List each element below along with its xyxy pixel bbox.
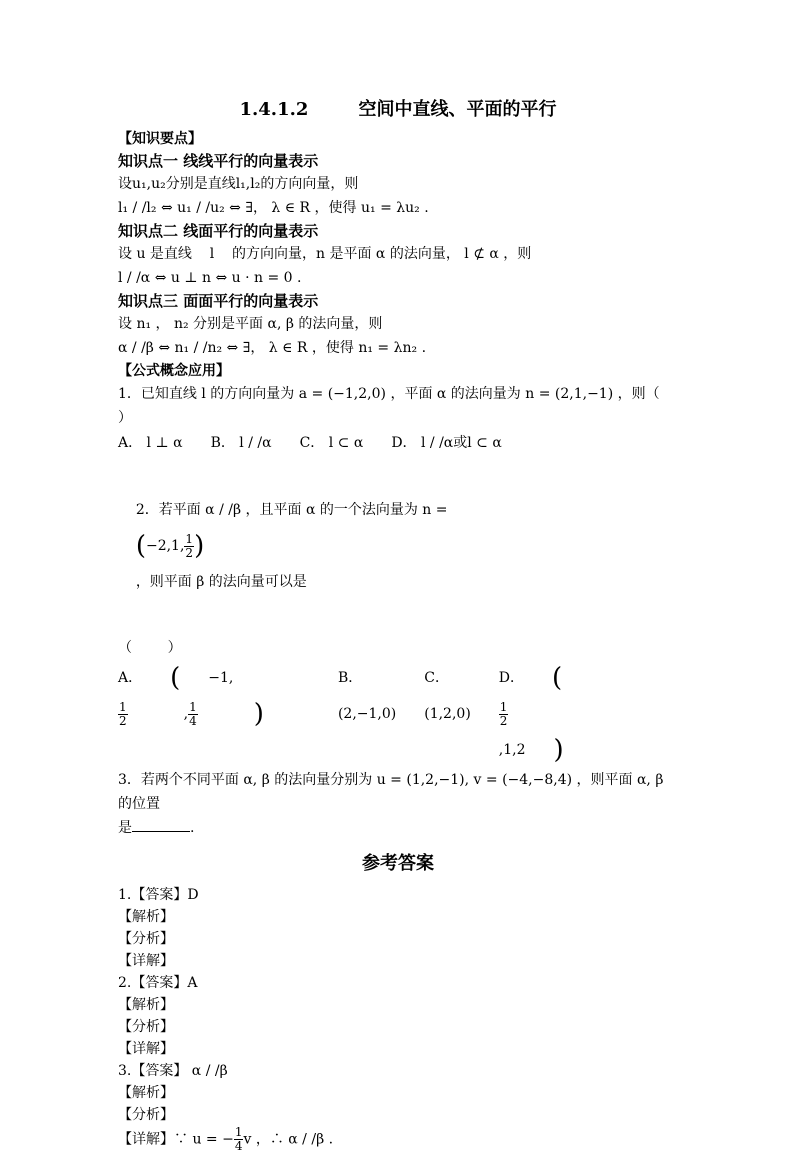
q2-option-d: D． ( $\frac{1}{2}$ ,1,2 ) — [498, 663, 564, 765]
fraction-half: $\frac{1}{2}$ — [185, 531, 194, 560]
point-3-line-2: α / /β ⇔ n₁ / /n₂ ⇔ ∃， λ ∈ R ，使得 n₁ = λn₂ . — [118, 340, 427, 356]
answer-1-analysis: 【解析】 — [118, 909, 174, 925]
answer-2-analysis: 【解析】 — [118, 997, 174, 1013]
answer-1-detail: 【详解】 — [118, 953, 174, 969]
answer-2: 2.【答案】A — [118, 975, 198, 991]
knowledge-header: 【知识要点】 — [118, 131, 202, 147]
page-title: 1.4.1.2 空间中直线、平面的平行 — [239, 99, 557, 120]
answer-3-analysis: 【解析】 — [118, 1085, 174, 1101]
answer-2-detail: 【详解】 — [118, 1041, 174, 1057]
q1-option-a: A． l ⊥ α — [118, 435, 183, 451]
point-2-heading: 知识点二 线面平行的向量表示 — [118, 222, 319, 240]
answer-1: 1.【答案】D — [118, 887, 199, 903]
answer-blank — [132, 817, 190, 832]
question-2-stem: 2．若平面 α / /β ，且平面 α 的一个法向量为 n = (−2,1, $\frac{1}{2}$ ) ，则平面 β 的法向量可以是 — [135, 502, 448, 590]
question-1-options — [118, 430, 678, 456]
point-1-line-1: 设u₁,u₂分别是直线l₁,l₂的方向向量，则 — [118, 176, 359, 192]
answer-3-detail: 【详解】∵ u = − $\frac{1}{4}$ v ，∴ α / /β . — [118, 1125, 334, 1153]
question-3-line-2: 是 . — [118, 816, 678, 840]
point-3-heading: 知识点三 面面平行的向量表示 — [118, 292, 319, 310]
q1-option-c: C． l ⊂ α — [299, 435, 364, 451]
answer-1-reasoning: 【分析】 — [118, 931, 174, 947]
answer-2-reasoning: 【分析】 — [118, 1019, 174, 1035]
document-page — [118, 96, 696, 1153]
point-3-line-1: 设 n₁ ， n₂ 分别是平面 α, β 的法向量，则 — [118, 316, 383, 332]
answer-3-reasoning: 【分析】 — [118, 1107, 174, 1123]
question-1-stem: 1．已知直线 l 的方向向量为 a = (−1,2,0) ，平面 α 的法向量为 n = (2,1,−1) ，则（ ） — [118, 386, 696, 426]
q2-option-b: B． (2,−1,0) — [337, 670, 397, 722]
answer-3: 3.【答案】 α / /β — [118, 1063, 228, 1079]
point-2-line-2: l / /α ⇔ u ⊥ n ⇔ u · n = 0 . — [118, 270, 302, 286]
question-2-options — [118, 660, 678, 768]
answers-title: 参考答案 — [362, 853, 434, 874]
q2-option-c: C． (1,2,0) — [424, 670, 471, 722]
q2-option-a: A． ( −1, $\frac{1}{2}$ , $\frac{1}{4}$ ) — [118, 663, 264, 729]
application-header: 【公式概念应用】 — [118, 363, 230, 379]
question-2-paren: （ ） — [118, 640, 182, 656]
point-1-heading: 知识点一 线线平行的向量表示 — [118, 152, 319, 170]
q1-option-b: B． l / /α — [210, 435, 272, 451]
question-3-line-1: 3．若两个不同平面 α, β 的法向量分别为 u = (1,2,−1), v = (−4,−8,4) ，则平面 α, β 的位置 — [118, 772, 668, 812]
q1-option-d: D． l / /α或l ⊂ α — [391, 435, 502, 451]
point-1-line-2: l₁ / /l₂ ⇔ u₁ / /u₂ ⇔ ∃， λ ∈ R ，使得 u₁ = λu₂ . — [118, 200, 429, 216]
point-2-line-1: 设 u 是直线 l 的方向向量，n 是平面 α 的法向量， l ⊄ α ，则 — [118, 246, 532, 262]
